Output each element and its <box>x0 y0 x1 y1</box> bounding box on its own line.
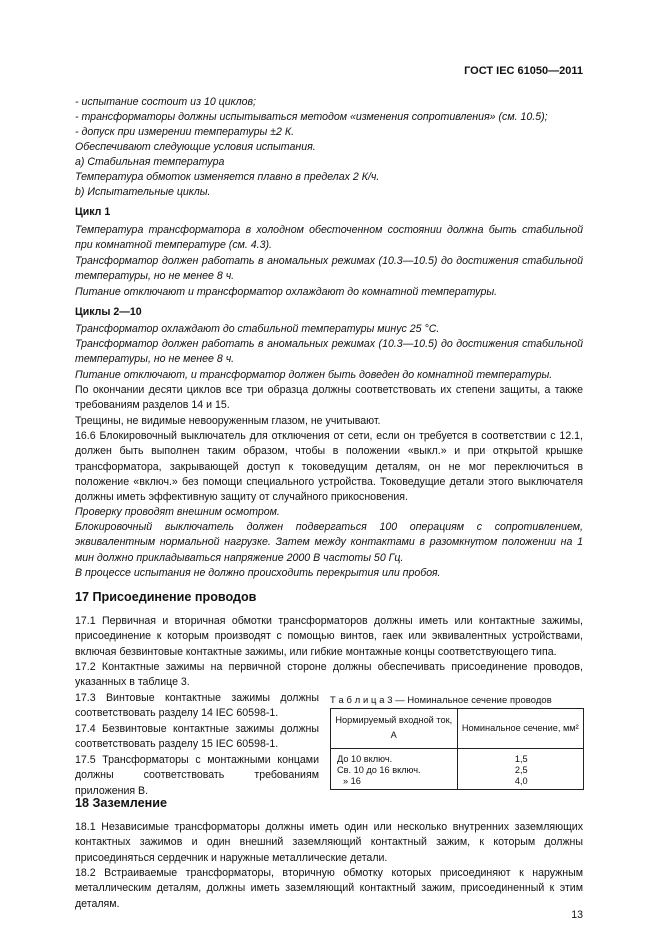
current-range-3: » 16 <box>343 776 361 786</box>
table-cell-section <box>457 748 584 790</box>
cycle-2-text-4: По окончании десяти циклов все три образца должны соответствовать их степени защиты, а также требованиям разделов 14 и 15. <box>75 384 583 412</box>
condition-a-text: Температура обмоток изменяется плавно в пределах 2 К/ч. <box>75 171 380 183</box>
clause-17-3: 17.3 Винтовые контактные зажимы должны соответствовать разделу 14 IEC 60598-1. <box>75 692 319 720</box>
table-row <box>331 748 584 790</box>
current-range-1: До 10 включ. <box>337 753 393 764</box>
clause-17-5: 17.5 Трансформаторы с монтажными концами должны соответствовать требованиям приложения В. <box>75 754 319 797</box>
conditions-intro: Обеспечивают следующие условия испытания. <box>75 141 316 153</box>
cycle-1-text-2: Трансформатор должен работать в аномальных режимах (10.3—10.5) до достижения стабильной температуры, но не менее 8 ч. <box>75 255 583 283</box>
list-item-method: - трансформаторы должны испытываться методом «изменения сопротивления» (см. 10.5); <box>75 111 548 123</box>
section-17-heading: 17 Присоединение проводов <box>75 590 257 604</box>
section-18-heading: 18 Заземление <box>75 796 167 810</box>
clause-17-2: 17.2 Контактные зажимы на первичной стороне должны обеспечивать присоединение проводов, указанных в таблице 3. <box>75 661 583 689</box>
section-value-3: 4,0 <box>514 776 528 786</box>
cycle-1-heading: Цикл 1 <box>75 206 111 218</box>
cycle-1-text-1: Температура трансформатора в холодном обесточенном состоянии должна быть стабильной при комнатной температуре (см. 4.3). <box>75 224 583 252</box>
clause-16-6-result: В процессе испытания не должно происходить перекрытия или пробоя. <box>75 567 441 579</box>
clause-16-6: 16.6 Блокировочный выключатель для отключения от сети, если он требуется в соответствии с 12.1, должен быть выполнен таким образом, чтобы в положении «выкл.» и при открытой крышке трансформатора, закрывающей доступ к токоведущим деталям, он не мог переключиться в положение «включ.» без помощи специального устройства. Токоведущие детали этого выключателя должны иметь эффективную защиту от случайного прикосновения. <box>75 430 583 504</box>
cycle-2-text-2: Трансформатор должен работать в аномальных режимах (10.3—10.5) до достижения стабильной температуры, но не менее 8 ч. <box>75 338 583 366</box>
clause-17-4: 17.4 Безвинтовые контактные зажимы должны соответствовать разделу 15 IEC 60598-1. <box>75 723 319 751</box>
condition-b-title: b) Испытательные циклы. <box>75 186 211 198</box>
table-cell-current <box>331 748 458 790</box>
list-item-cycles: - испытание состоит из 10 циклов; <box>75 96 256 108</box>
page-number: 13 <box>571 909 583 921</box>
clause-16-6-check: Проверку проводят внешним осмотром. <box>75 506 280 518</box>
table-header-section: Номинальное сечение, мм² <box>457 709 584 749</box>
clause-16-6-test: Блокировочный выключатель должен подвергаться 100 операциям с сопротивлением, эквивалентным нормальной нагрузке. Затем между контактами в разомкнутом положении на 1 мин должно прикладываться напряжение 2000 В частоты 50 Гц. <box>75 521 583 564</box>
clause-18-1: 18.1 Независимые трансформаторы должны иметь один или несколько внутренних заземляющих контактных зажимов и один внешний заземляющий контактный зажим, к которым должны присоединяться сердечник и наружные металлические детали. <box>75 821 583 864</box>
table-3-caption: Т а б л и ц а 3 — Номинальное сечение проводов <box>330 694 552 705</box>
cycle-2-10-heading: Циклы 2—10 <box>75 306 142 318</box>
cycle-2-text-5: Трещины, не видимые невооруженным глазом, не учитывают. <box>75 415 381 427</box>
cycle-2-text-3: Питание отключают, и трансформатор должен быть доведен до комнатной температуры. <box>75 369 553 381</box>
table-3 <box>330 708 584 790</box>
current-range-2: Св. 10 до 16 включ. <box>337 764 421 775</box>
section-value-2: 2,5 <box>514 764 528 775</box>
section-value-1: 1,5 <box>514 753 528 764</box>
clause-18-2: 18.2 Встраиваемые трансформаторы, вторичную обмотку которых присоединяют к наружным металлическим деталям, должны иметь заземляющий контактный зажим, присоединенный к этим деталям. <box>75 867 583 910</box>
document-code: ГОСТ IEC 61050—2011 <box>464 65 583 77</box>
table-header-row <box>331 709 584 749</box>
cycle-1-text-3: Питание отключают и трансформатор охлаждают до комнатной температуры. <box>75 286 498 298</box>
table-header-current: Нормируемый входной ток, А <box>331 709 458 749</box>
condition-a-title: a) Стабильная температура <box>75 156 225 168</box>
list-item-tolerance: - допуск при измерении температуры ±2 К. <box>75 126 295 138</box>
cycle-2-text-1: Трансформатор охлаждают до стабильной температуры минус 25 °С. <box>75 323 440 335</box>
clause-17-1: 17.1 Первичная и вторичная обмотки трансформаторов должны иметь или контактные зажимы, присоединение к которым производят с помощью винтов, гаек или эквивалентных устройствами, включая безвинтовые контактные зажимы, или гибкие монтажные концы соответствующего типа. <box>75 615 583 658</box>
